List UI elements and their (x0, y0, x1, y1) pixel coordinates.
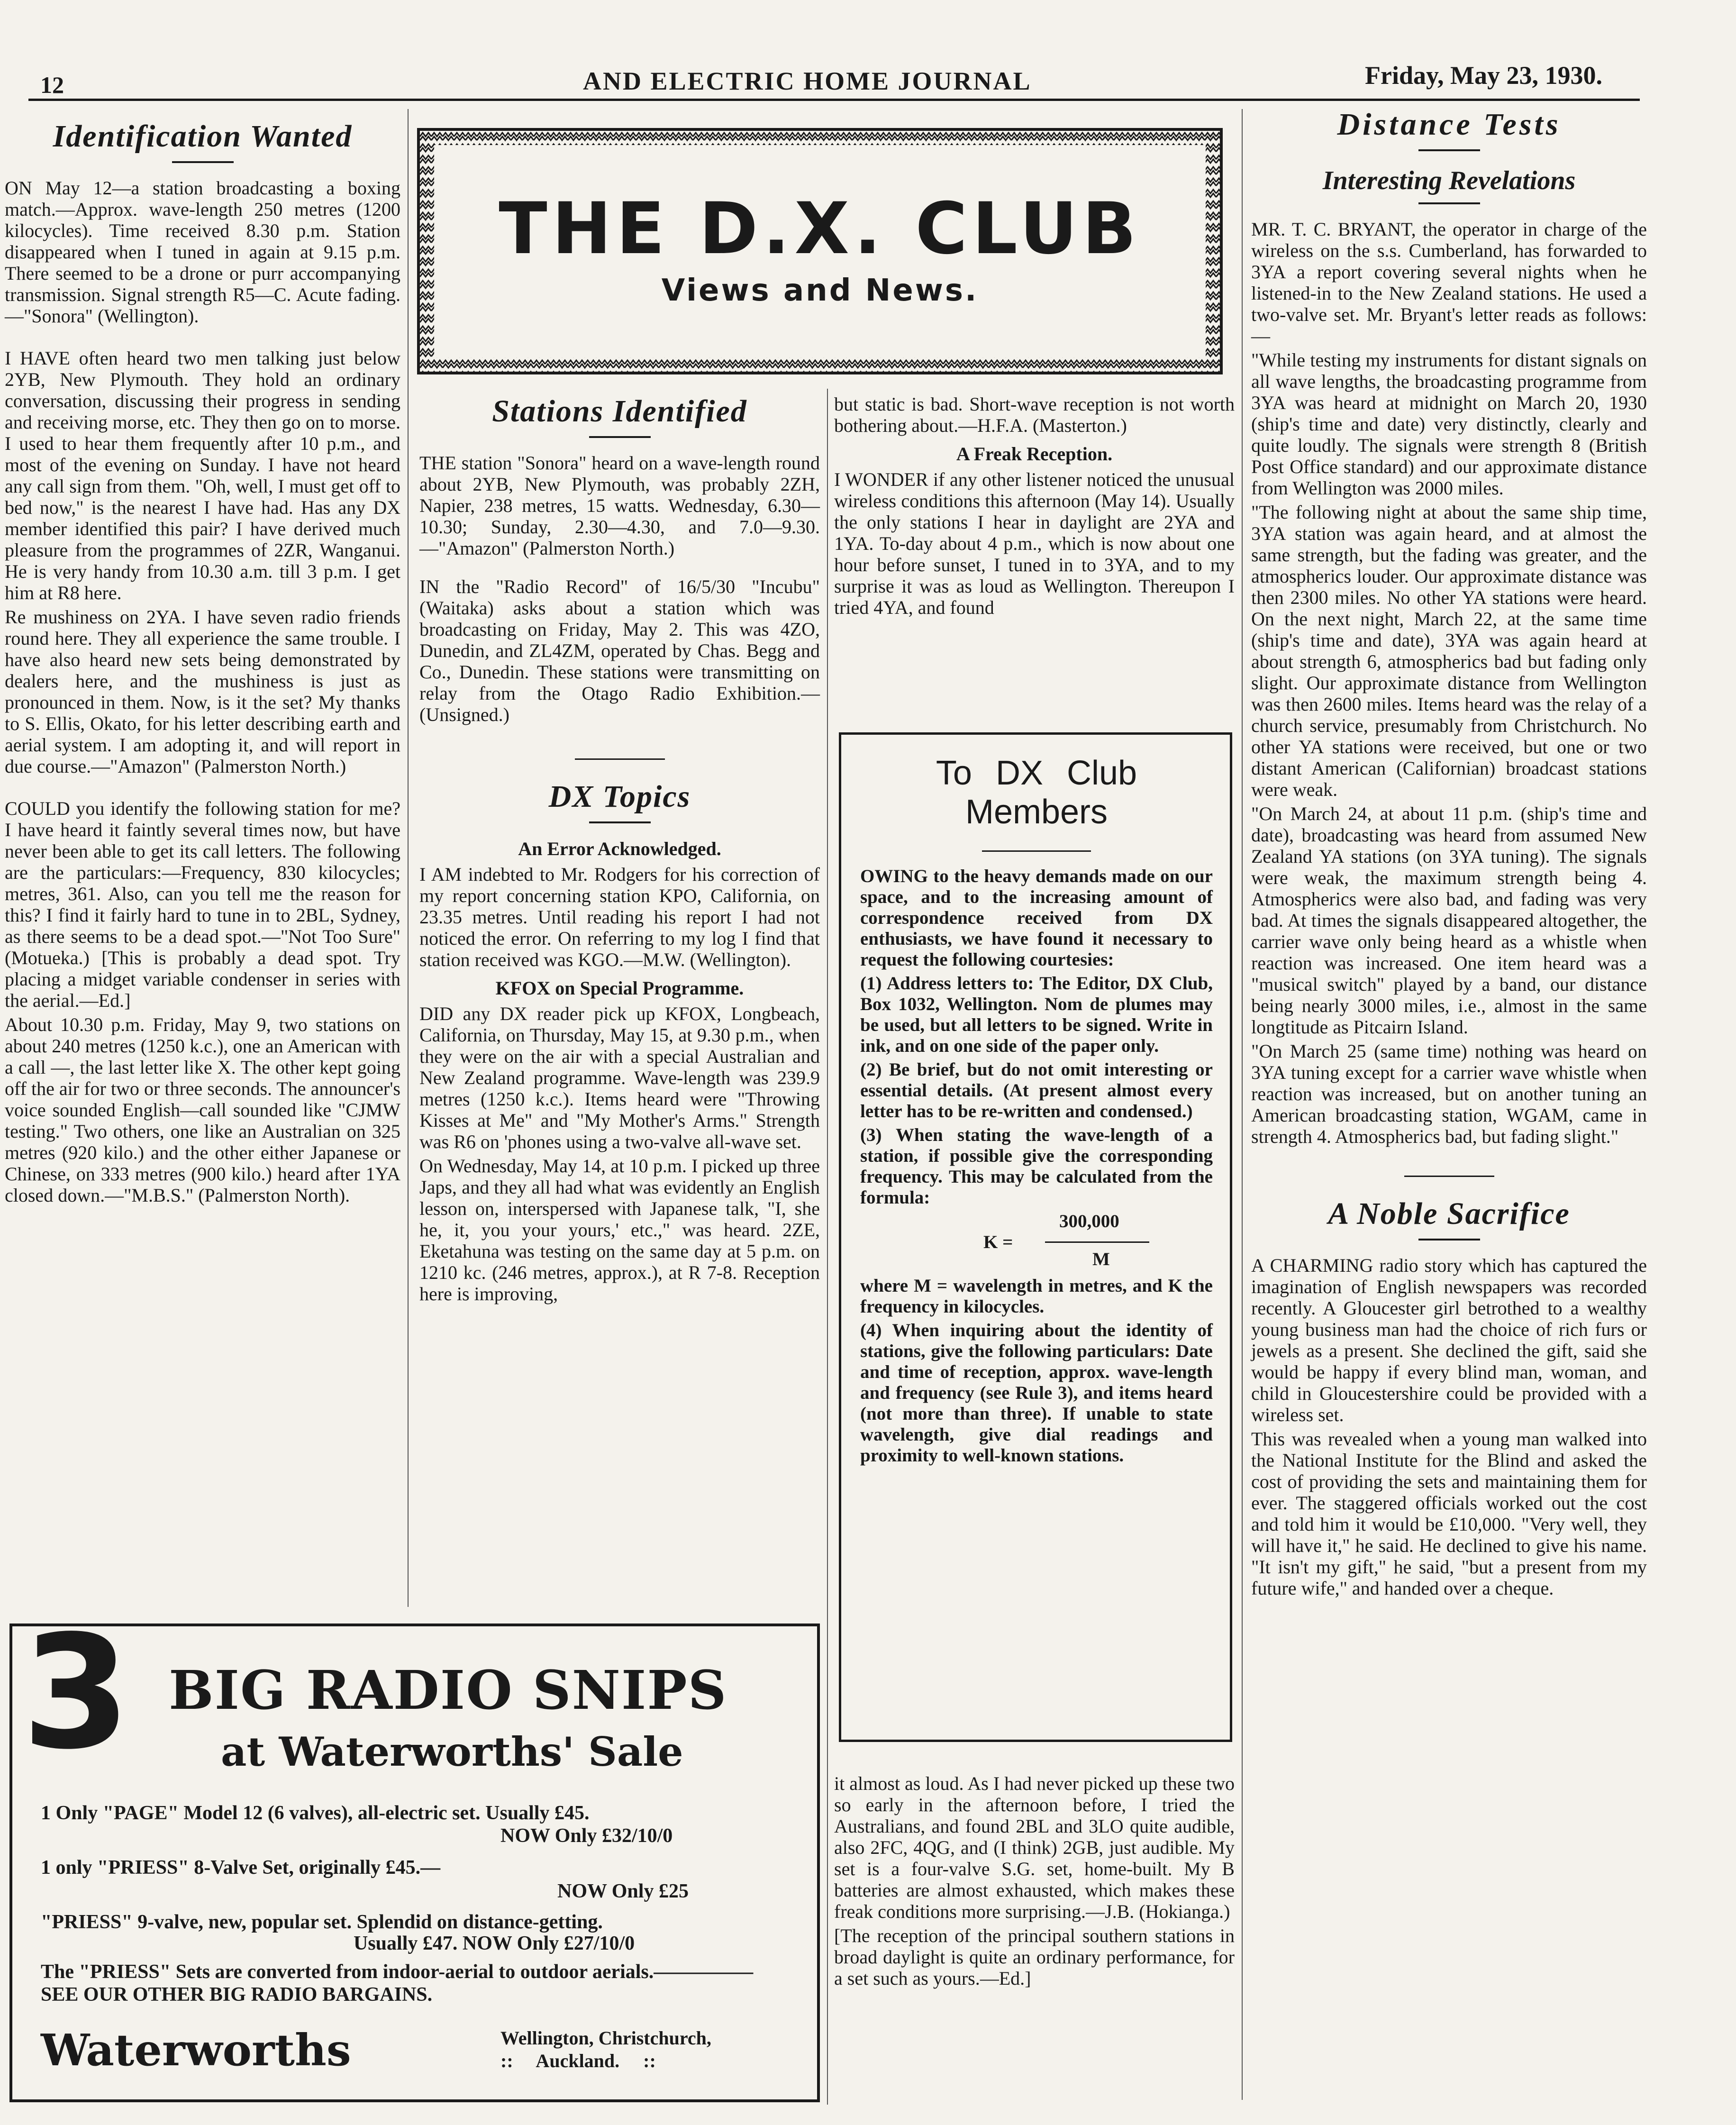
paragraph: "While testing my instruments for distant signals on all wave lengths, the broadcasting programme from 3YA was heard at midnight on March 20, 1930 (ship's time and date) very distinctly, clearly and quite loudly. The signals were strength 8 (British Post Office standard) and our approximate distance from Wellington was 2000 miles. (1251, 349, 1647, 499)
article-identification (5, 177, 400, 1206)
column-3-bottom (834, 1773, 1235, 1992)
article-continued (834, 393, 1235, 436)
ad-headline: BIG RADIO SNIPS (169, 1660, 727, 1722)
error-acknowledged-subhead: An Error Acknowledged. (518, 838, 721, 859)
notice-body (860, 866, 1213, 1466)
ad-big-number: 3 (22, 1602, 131, 1784)
paragraph: THE station "Sonora" heard on a wave-length round about 2YB, New Plymouth, was probably 2ZH, Napier, 238 metres, 15 watts. Wednesday, 6.30—10.30; Sunday, 2.30—4.30, and 7.0—9.30.—"Amazon" (Palmerston North.) (419, 452, 820, 559)
notice-rule (982, 850, 1091, 852)
article-distance-tests (1251, 219, 1647, 1147)
ad-conversion-note: The "PRIESS" Sets are converted from indoor-aerial to outdoor aerials.—————SEE OUR OTHER BIG RADIO BARGAINS. (41, 1961, 754, 2006)
article-freak-reception (834, 469, 1235, 618)
column-1 (5, 119, 400, 1209)
distance-tests-heading: Distance Tests (1337, 107, 1561, 142)
section-divider (1404, 1176, 1494, 1177)
page-number: 12 (40, 72, 64, 98)
column-3-top (834, 393, 1235, 621)
freak-reception-subhead: A Freak Reception. (956, 443, 1113, 465)
paragraph: I WONDER if any other listener noticed the unusual wireless conditions this afternoon (May 14). Usually the only stations I hear in daylight are 2YA and 1YA. To-day about 4 p.m., which is now about one hour before sunset, I tuned in to 3YA, and to my surprise it was as loud as Wellington. Thereupon I tried 4YA, and found (834, 469, 1235, 618)
formula-fraction-bar (1045, 1241, 1149, 1243)
interesting-revelations-subheading: Interesting Revelations (1322, 166, 1576, 195)
notice-title-members: Members (965, 793, 1108, 831)
article-noble-sacrifice (1251, 1255, 1647, 1599)
kfox-subhead: KFOX on Special Programme. (495, 977, 744, 999)
article-freak-continued (834, 1773, 1235, 1989)
ad-offer-3: "PRIESS" 9-valve, new, popular set. Splendid on distance-getting. (41, 1911, 603, 1933)
paragraph: "On March 25 (same time) nothing was heard on 3YA tuning except for a carrier wave whistle when reaction was increased, but on another tuning an American broadcasting station, WGAM, came in strength 4. Atmospherics bad, but fading slight." (1251, 1040, 1647, 1147)
heading-rule (172, 161, 234, 163)
paragraph: "On March 24, at about 11 p.m. (ship's time and date), broadcasting was heard from assumed New Zealand YA stations (on 3YA tuning). The signals were weak, the maximum strength being 4. Atmospherics were also bad, and fading was very bad. At times the signals disappeared altogether, the carrier wave only being heard as a whistle when reaction was increased. One item heard was a "musical switch" played by a band, our distance being nearly 3000 miles, i.e., almost in the same longtitude as Pitcairn Island. (1251, 803, 1647, 1038)
paragraph: DID any DX reader pick up KFOX, Longbeach, California, on Thursday, May 15, at 9.30 p.m., when they were on the air with a special Australian and New Zealand programme. Wave-length was 239.9 metres (1250 k.c.). Items heard were "Throwing Kisses at Me" and "My Mother's Arms." Strength was R6 on 'phones using a two-valve all-wave set. (419, 1003, 820, 1152)
paragraph: Re mushiness on 2YA. I have seven radio friends round here. They all experience the same trouble. I have also heard new sets being demonstrated by dealers here, and the mushiness is just as pronounced in them. Now, is it the set? My thanks to S. Ellis, Okato, for his letter describing earth and aerial system. I am adopting it, and will report in due course.—"Amazon" (Palmerston North.) (5, 606, 400, 777)
paragraph: but static is bad. Short-wave reception is not worth bothering about.—H.F.A. (Masterton.) (834, 393, 1235, 436)
article-kfox (419, 1003, 820, 1304)
formula-numerator: 300,000 (1059, 1211, 1119, 1231)
column-2 (419, 393, 820, 1307)
paragraph: where M = wavelength in metres, and K the frequency in kilocycles. (860, 1276, 1213, 1317)
header-rule (28, 99, 1640, 101)
notice-item-2: (2) Be brief, but do not omit interesting or essential details. (At present almost every letter has to be re-written and condensed.) (860, 1059, 1213, 1122)
ad-offer-2: 1 only "PRIESS" 8-Valve Set, originally £45.— (41, 1857, 441, 1879)
paragraph: This was revealed when a young man walked into the National Institute for the Blind and asked the cost of providing the sets and maintaining them for ever. The staggered officials worked out the cost and told him it would be £10,000. "Very well, they will have it," he said. He declined to give his name. "It isn't my gift," he said, "but a present from my future wife," and handed over a cheque. (1251, 1428, 1647, 1599)
frequency-formula (860, 1211, 1213, 1273)
issue-date: Friday, May 23, 1930. (1365, 61, 1602, 90)
article-stations-identified (419, 452, 820, 725)
article-error (419, 864, 820, 970)
noble-sacrifice-heading: A Noble Sacrifice (1328, 1196, 1570, 1231)
notice-item-4: (4) When inquiring about the identity of stations, give the following particulars: Date and time of reception, approx. wave-length and frequency (see Rule 3), and items heard (not more than three). If unable to state wavelength, give dial readings and proximity to well-known stations. (860, 1320, 1213, 1466)
ad-offer-1-price: NOW Only £32/10/0 (500, 1825, 673, 1847)
paragraph: A CHARMING radio story which has captured the imagination of English newspapers was recorded recently. A Gloucester girl betrothed to a wealthy young business man had the choice of rich furs or jewels as a present. She declined the gift, said she would be happy if every blind man, woman, and child in Gloucestershire could be provided with a wireless set. (1251, 1255, 1647, 1425)
heading-rule (1418, 202, 1480, 204)
ad-offer-3-price: Usually £47. NOW Only £27/10/0 (354, 1933, 635, 1954)
identification-heading: Identification Wanted (53, 119, 353, 154)
paragraph: OWING to the heavy demands made on our space, and to the increasing amount of correspondence received from DX enthusiasts, we have found it necessary to request the following courtesies: (860, 866, 1213, 970)
ad-offer-1: 1 Only "PAGE" Model 12 (6 valves), all-electric set. Usually £45. (41, 1802, 590, 1824)
heading-rule (1418, 1239, 1480, 1240)
heading-rule (589, 821, 651, 823)
editor-note: [The reception of the principal southern stations in broad daylight is quite an ordinary performance, for a set such as yours.—Ed.] (834, 1925, 1235, 1989)
ad-subheadline: at Waterworths' Sale (221, 1728, 683, 1775)
notice-item-3: (3) When stating the wave-length of a station, if possible give the corresponding frequency. This may be calculated from the formula: (860, 1125, 1213, 1208)
dx-members-notice (839, 732, 1232, 1742)
ad-brand: Waterworths (41, 2025, 351, 2076)
paragraph: COULD you identify the following station for me? I have heard it faintly several times now, but have never been able to get its call letters. The following are the particulars:—Frequency, 830 kilocycles; metres, 361. Also, can you tell me the reason for this? I find it fairly hard to tune in to 2BL, Sydney, as there seems to be a dead spot.—"Not Too Sure" (Motueka.) [This is probably a dead spot. Try placing a midget variable condenser in series with the aerial.—Ed.] (5, 798, 400, 1011)
paragraph: ON May 12—a station broadcasting a boxing match.—Approx. wave-length 250 metres (1200 kilocycles). Time received 8.30 p.m. Station disappeared when I tuned in again at 9.15 p.m. There seemed to be a drone or purr accompanying transmission. Signal strength R5—C. Acute fading.—"Sonora" (Wellington). (5, 177, 400, 327)
heading-rule (589, 436, 651, 438)
paragraph: I HAVE often heard two men talking just below 2YB, New Plymouth. They hold an ordinary conversation, discussing their progress in sending and receiving morse, etc. They then go on to morse. I used to hear them frequently after 10 p.m., and most of the evening on Sunday. I have not heard any call sign from them. "Oh, well, I must get off to bed now," is the nearest I have had. Has any DX member identified this pair? I have derived much pleasure from the programmes of 2ZR, Wanganui. He is very handy from 10.30 a.m. till 3 p.m. I get him at R8 here. (5, 347, 400, 603)
paragraph: About 10.30 p.m. Friday, May 9, two stations on about 240 metres (1250 k.c.), one an American with a call —, the last letter like X. The other kept going off the air for two or three seconds. The announcer's voice sounded English—call sounded like "CJMW testing." Two others, one like an Australian on 325 metres (920 kilo.) and the other either Japanese or Chinese, on 333 metres (900 kilo.) heard after 1YA closed down.—"M.B.S." (Palmerston North). (5, 1014, 400, 1206)
formula-denominator: M (1092, 1249, 1110, 1269)
masthead-box (417, 128, 1223, 374)
ad-locations-auckland: :: Auckland. :: (500, 2050, 656, 2071)
heading-rule (1418, 149, 1480, 151)
masthead-subtitle: Views and News. (661, 273, 979, 308)
section-divider (575, 758, 665, 760)
column-rule-1 (408, 109, 409, 1607)
ad-locations: Wellington, Christchurch, (500, 2027, 711, 2049)
paragraph: it almost as loud. As I had never picked up these two so early in the afternoon before, I tried the Australians, and found 2BL and 3LO quite audible, also 2FC, 4QG, and (I think) 2GB, just audible. My set is a four-valve S.G. set, home-built. My B batteries are almost exhausted, which makes these freak conditions more surprising.—J.B. (Hokianga.) (834, 1773, 1235, 1922)
paragraph: IN the "Radio Record" of 16/5/30 "Incubu" (Waitaka) asks about a station which was broadcasting on Friday, May 2. This was 4ZO, Dunedin, and ZL4ZM, operated by Chas. Begg and Co., Dunedin. These stations were transmitting on relay from the Otago Radio Exhibition.—(Unsigned.) (419, 576, 820, 725)
paragraph: "The following night at about the same ship time, 3YA station was again heard, and at almost the same strength, but the fading was greater, and the atmospherics louder. Our approximate distance was then 2300 miles. No other YA stations were heard. On the next night, March 22, at the same time (ship's time and date), 3YA was again heard at about strength 6, atmospherics bad but fading only slight. Our approximate distance from Wellington was then 2600 miles. Items heard was the relay of a church service, presumably from Christchurch. No other YA stations were received, but one or two distant American (Californian) broadcast stations were weak. (1251, 502, 1647, 800)
notice-item-1: (1) Address letters to: The Editor, DX Club, Box 1032, Wellington. Nom de plumes may be used, but all letters to be signed. Write in ink, and on one side of the paper only. (860, 973, 1213, 1056)
stations-identified-heading: Stations Identified (492, 394, 747, 429)
paragraph: I AM indebted to Mr. Rodgers for his correction of my report concerning station KPO, California, on 23.35 metres. Until reading his report I had not noticed the error. On referring to my log I find that station received was KGO.—M.W. (Wellington). (419, 864, 820, 970)
paragraph: On Wednesday, May 14, at 10 p.m. I picked up three Japs, and they all had what was evidently an English lesson on, interspersed with Japanese talk, "I, she he, it, you your yours,' etc.," was heard. 2ZE, Eketahuna was testing on the same day at 5 p.m. on 1210 kc. (246 metres, approx.), at R 7-8. Reception here is improving, (419, 1155, 820, 1304)
journal-title: AND ELECTRIC HOME JOURNAL (583, 67, 1032, 95)
notice-title: To DX Club (936, 754, 1137, 792)
formula-lhs: K = (983, 1232, 1013, 1252)
ad-offer-2-price: NOW Only £25 (557, 1880, 689, 1902)
masthead-title: THE D.X. CLUB (499, 188, 1141, 270)
waterworths-advertisement (9, 1602, 820, 2102)
dx-topics-heading: DX Topics (548, 779, 691, 814)
column-rule-2 (827, 389, 828, 2105)
column-rule-3 (1242, 109, 1243, 2100)
paragraph: MR. T. C. BRYANT, the operator in charge of the wireless on the s.s. Cumberland, has forwarded to 3YA a report covering several nights when he listened-in to the New Zealand stations. He used a two-valve set. Mr. Bryant's letter reads as follows:— (1251, 219, 1647, 347)
column-4 (1251, 107, 1647, 1602)
